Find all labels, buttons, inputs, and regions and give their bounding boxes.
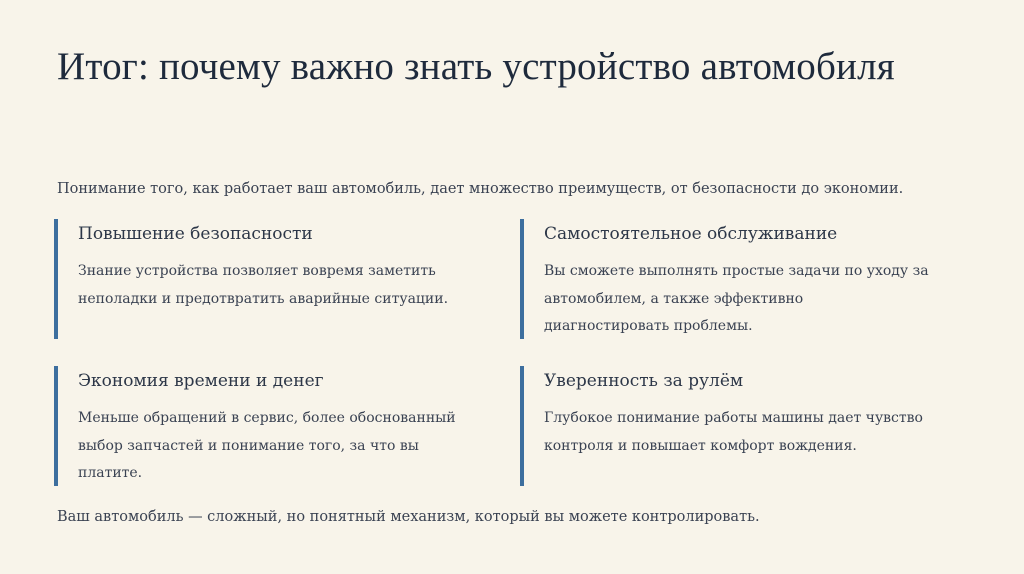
card-text: Знание устройства позволяет вовремя заметить неполадки и предотвратить аварийные ситуации. (78, 263, 449, 307)
slide-title: Итог: почему важно знать устройство автомобиля (57, 45, 895, 88)
card-safety (54, 219, 464, 339)
card-title: Экономия времени и денег (78, 371, 324, 391)
card-title: Самостоятельное обслуживание (544, 224, 838, 244)
outro-text: Ваш автомобиль — сложный, но понятный механизм, который вы можете контролировать. (57, 509, 760, 525)
card-text: Глубокое понимание работы машины дает чувство контроля и повышает комфорт вождения. (544, 410, 923, 454)
card-title: Уверенность за рулём (544, 371, 744, 391)
card-text: Вы сможете выполнять простые задачи по уходу за автомобилем, а также эффективно диагностировать проблемы. (544, 263, 929, 334)
card-title: Повышение безопасности (78, 224, 313, 244)
card-self-service (520, 219, 930, 339)
card-confidence (520, 366, 930, 486)
intro-text: Понимание того, как работает ваш автомобиль, дает множество преимуществ, от безопасности до экономии. (57, 181, 904, 197)
card-savings (54, 366, 464, 486)
card-text: Меньше обращений в сервис, более обоснованный выбор запчастей и понимание того, за что вы платите. (78, 410, 456, 481)
